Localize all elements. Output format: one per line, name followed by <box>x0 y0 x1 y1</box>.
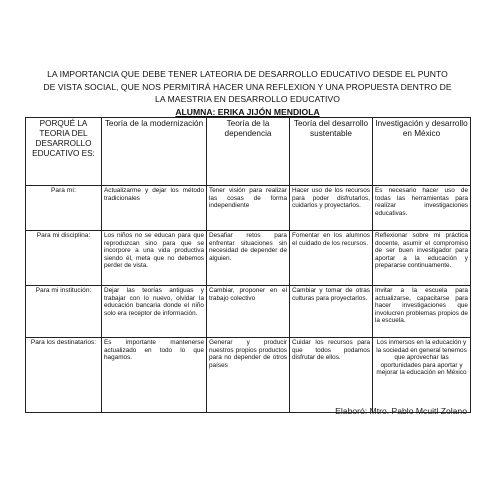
header-cell: Investigación y desarrollo en México <box>373 118 471 186</box>
table-cell: Hacer uso de los recursos para poder disfrutarlos, cuidarlos y proyectarlos. <box>290 186 373 231</box>
table-cell: Los niños no se educan para que reproduzcan sino para que se incorpore a una vida productiva siendo él, meta que no debemos perder de vista. <box>102 231 207 286</box>
row-label: Para mi institución: <box>26 286 102 338</box>
table-row <box>26 186 471 231</box>
table-cell: Generar y producir nuestros propios productos para no depender de otros países <box>207 338 290 413</box>
table-cell: Actualizarme y dejar los método tradicionales <box>102 186 207 231</box>
table-header-row <box>26 118 471 186</box>
table-cell: Los inmersos en la educación y la sociedad en general tenemos que aprovechar las oportunidades para aportar y mejorar la educación en México <box>373 338 471 413</box>
row-label: Para los destinatarios: <box>26 338 102 413</box>
table-cell: Fomentar en los alumnos el cuidado de los recursos. <box>290 231 373 286</box>
document-title: LA IMPORTANCIA QUE DEBE TENER LATEORIA DE DESARROLLO EDUCATIVO DESDE EL PUNTO DE VISTA SOCIAL, QUE NOS PERMITIRÁ HACER UNA REFLEXION Y UNA PROPUESTA DENTRO DE LA MAESTRIA EN DESARROLLO EDUCATIVO <box>43 69 452 104</box>
table-cell: Dejar las teorías antiguas y trabajar con lo nuevo, olvidar la educación bancaria donde el niño solo era receptor de información. <box>102 286 207 338</box>
row-label: Para mí: <box>26 186 102 231</box>
table-cell: Cambiar, proponer en el trabajo colectivo <box>207 286 290 338</box>
header-cell: Teoría de la dependencia <box>207 118 290 186</box>
student-name: ALUMNA: ERIKA JIJÓN MENDIOLA <box>175 107 320 117</box>
table-cell: Es importante mantenerse actualizado en todo lo que hagamos. <box>102 338 207 413</box>
table-cell: Reflexionar sobre mi práctica docente, asumir el compromiso de ser buen investigador para aportar a la educación y prepararse continuamente. <box>373 231 471 286</box>
table-cell: Es necesario hacer uso de todas las herramientas para realizar investigaciones educativas. <box>373 186 471 231</box>
table-cell: Cuidar los recursos para que todos podamos disfrutar de ellos. <box>290 338 373 413</box>
table-cell: Invitar a la escuela para actualizarse, capacitarse para hacer investigaciones que involucren problemas propios de la escuela. <box>373 286 471 338</box>
table-cell: Tener visión para realizar las cosas de forma independiente <box>207 186 290 231</box>
table-row <box>26 231 471 286</box>
comparison-table <box>25 117 471 413</box>
header-cell: Teoría del desarrollo sustentable <box>290 118 373 186</box>
table-cell: Desafiar retos para enfrentar situaciones sin necesidad de depender de alguien. <box>207 231 290 286</box>
author-credit: Elaboró: Mtro. Pablo Mcuitl Zolano <box>335 406 467 416</box>
table-row <box>26 338 471 413</box>
table-row <box>26 286 471 338</box>
header-cell: PORQUÉ LA TEORIA DEL DESARROLLO EDUCATIVO ES: <box>26 118 102 186</box>
header-cell: Teoría de la modernización <box>102 118 207 186</box>
row-label: Para mi disciplina: <box>26 231 102 286</box>
table-cell: Cambiar y tomar de otras culturas para proyectarlos. <box>290 286 373 338</box>
